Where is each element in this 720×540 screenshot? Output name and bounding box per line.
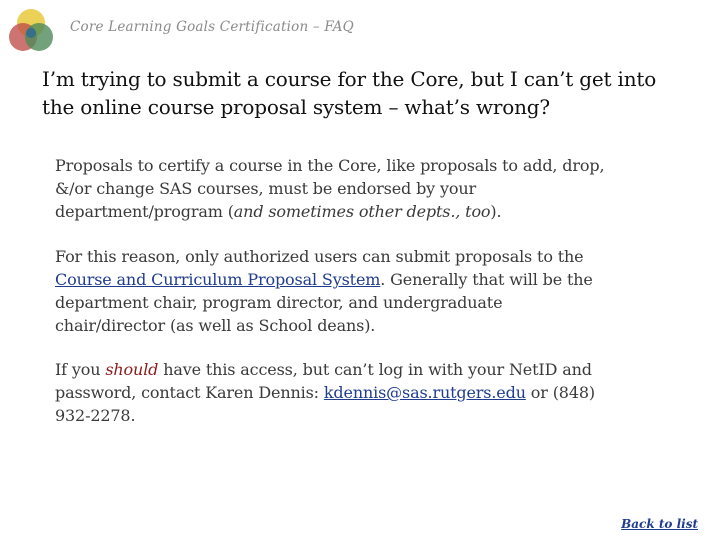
para3-text: If you: [55, 360, 106, 379]
para1-italic: and sometimes other depts., too: [233, 202, 491, 221]
back-to-list-link[interactable]: Back to list: [621, 517, 698, 531]
para2-text: For this reason, only authorized users can submit proposals to the: [55, 247, 584, 266]
answer-paragraph-3: [55, 358, 615, 427]
para3-end: or (848) 932-2278.: [55, 383, 595, 425]
para1-end: ).: [490, 202, 502, 221]
para1-text: Proposals to certify a course in the Core, like proposals to add, drop, &/or change SAS courses, must be endorsed by your department/program (: [55, 156, 605, 221]
proposal-system-link[interactable]: Course and Curriculum Proposal System: [55, 270, 381, 289]
should-emphasis: should: [105, 360, 159, 379]
para2-end: . Generally that will be the department chair, program director, and undergraduate chair/director (as well as School deans).: [55, 270, 593, 335]
faq-question: I’m trying to submit a course for the Core, but I can’t get into the online course proposal system – what’s wrong?: [42, 67, 657, 119]
answer-paragraph-1: [55, 154, 615, 223]
core-logo: [6, 6, 56, 56]
page-header-title: Core Learning Goals Certification – FAQ: [70, 19, 354, 35]
para3-middle: have this access, but can’t log in with your NetID and password, contact Karen Dennis:: [55, 360, 592, 402]
answer-paragraph-2: [55, 245, 615, 337]
email-link[interactable]: kdennis@sas.rutgers.edu: [323, 383, 526, 402]
